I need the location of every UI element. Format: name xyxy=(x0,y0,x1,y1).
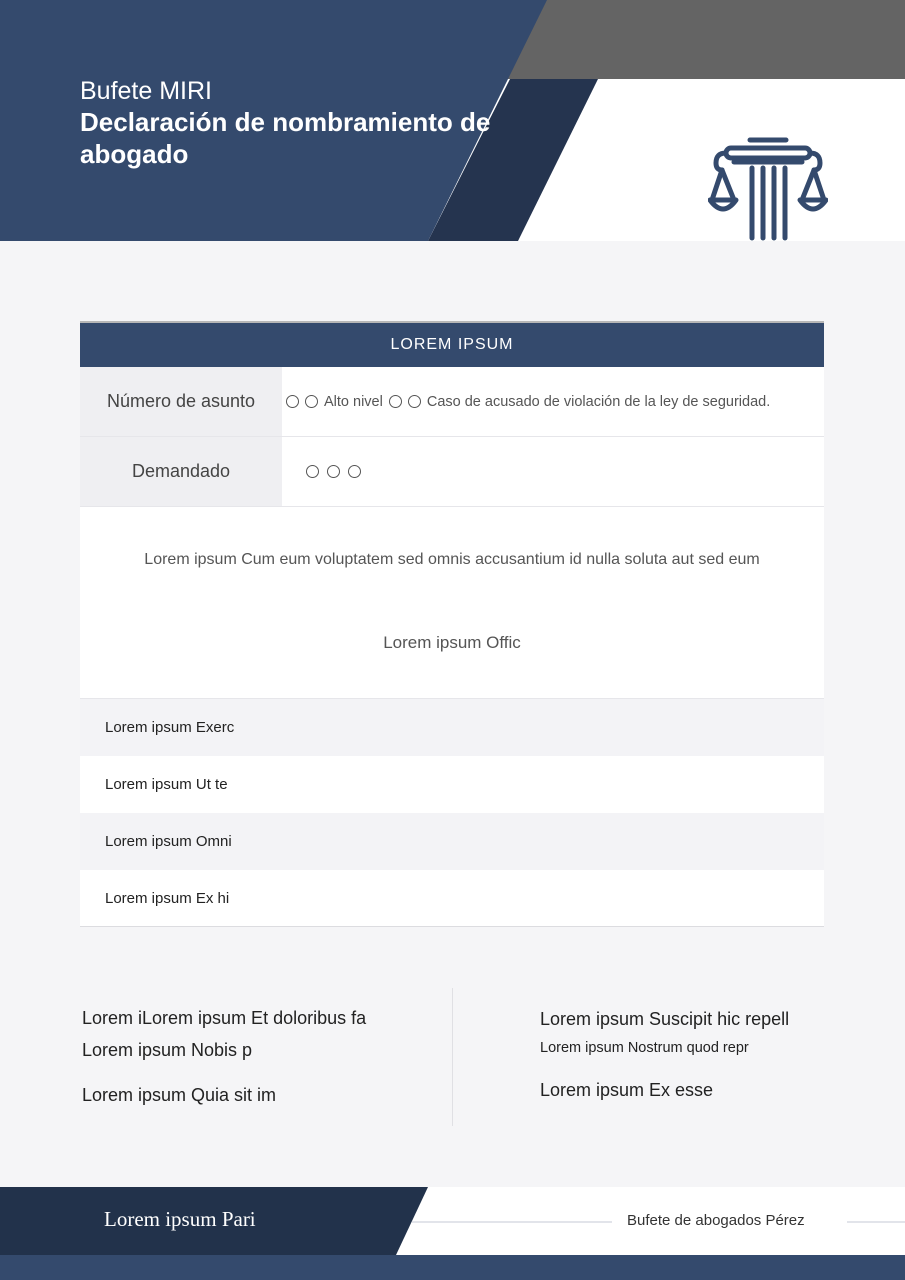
document-title: Declaración de nombramiento de abogado xyxy=(80,107,491,169)
page-header xyxy=(0,0,905,241)
list-item: Lorem ipsum Ex hi xyxy=(80,870,824,927)
form-heading: LOREM IPSUM xyxy=(80,321,824,367)
info-left-line: Lorem ipsum Nobis p xyxy=(82,1040,253,1060)
page-footer xyxy=(0,1187,905,1280)
case-type-options xyxy=(282,367,824,436)
footer-rule xyxy=(847,1221,905,1223)
body-signature-text: Lorem ipsum Offic xyxy=(383,633,521,652)
radio-icon[interactable] xyxy=(348,465,361,478)
info-left-column xyxy=(82,1005,442,1108)
appointment-form xyxy=(80,321,824,927)
info-left-line: Lorem iLorem ipsum Et doloribus fa xyxy=(82,1008,367,1028)
header-text xyxy=(80,76,520,170)
firm-name: Bufete MIRI xyxy=(80,77,212,105)
radio-icon[interactable] xyxy=(389,395,402,408)
info-right-line: Lorem ipsum Ex esse xyxy=(540,1080,714,1100)
footer-bottom-strip xyxy=(0,1255,905,1280)
defendant-options xyxy=(282,437,824,506)
footer-left-text: Lorem ipsum Pari xyxy=(104,1207,256,1231)
option-high-level: Alto nivel xyxy=(324,393,383,410)
footer-firm-name: Bufete de abogados Pérez xyxy=(627,1212,805,1229)
info-left-line: Lorem ipsum Quia sit im xyxy=(82,1085,277,1105)
radio-icon[interactable] xyxy=(408,395,421,408)
list-item: Lorem ipsum Omni xyxy=(80,813,824,870)
info-divider xyxy=(452,988,453,1126)
footer-rule xyxy=(412,1221,612,1223)
info-right-column xyxy=(540,1006,840,1103)
form-body xyxy=(80,507,824,699)
radio-icon[interactable] xyxy=(305,395,318,408)
radio-icon[interactable] xyxy=(286,395,299,408)
defendant-label: Demandado xyxy=(80,437,282,506)
option-security-law-case: Caso de acusado de violación de la ley de seguridad. xyxy=(426,393,771,410)
case-number-label: Número de asunto xyxy=(80,367,282,436)
info-right-line: Lorem ipsum Suscipit hic repell xyxy=(540,1009,790,1029)
list-item: Lorem ipsum Exerc xyxy=(80,699,824,756)
list-item: Lorem ipsum Ut te xyxy=(80,756,824,813)
info-right-line: Lorem ipsum Nostrum quod repr xyxy=(540,1040,749,1056)
case-number-row xyxy=(80,367,824,437)
body-text: Lorem ipsum Cum eum voluptatem sed omnis accusantium id nulla soluta aut sed eum xyxy=(144,551,760,568)
radio-icon[interactable] xyxy=(327,465,340,478)
scales-of-justice-icon xyxy=(708,132,828,244)
radio-icon[interactable] xyxy=(306,465,319,478)
defendant-row xyxy=(80,437,824,507)
